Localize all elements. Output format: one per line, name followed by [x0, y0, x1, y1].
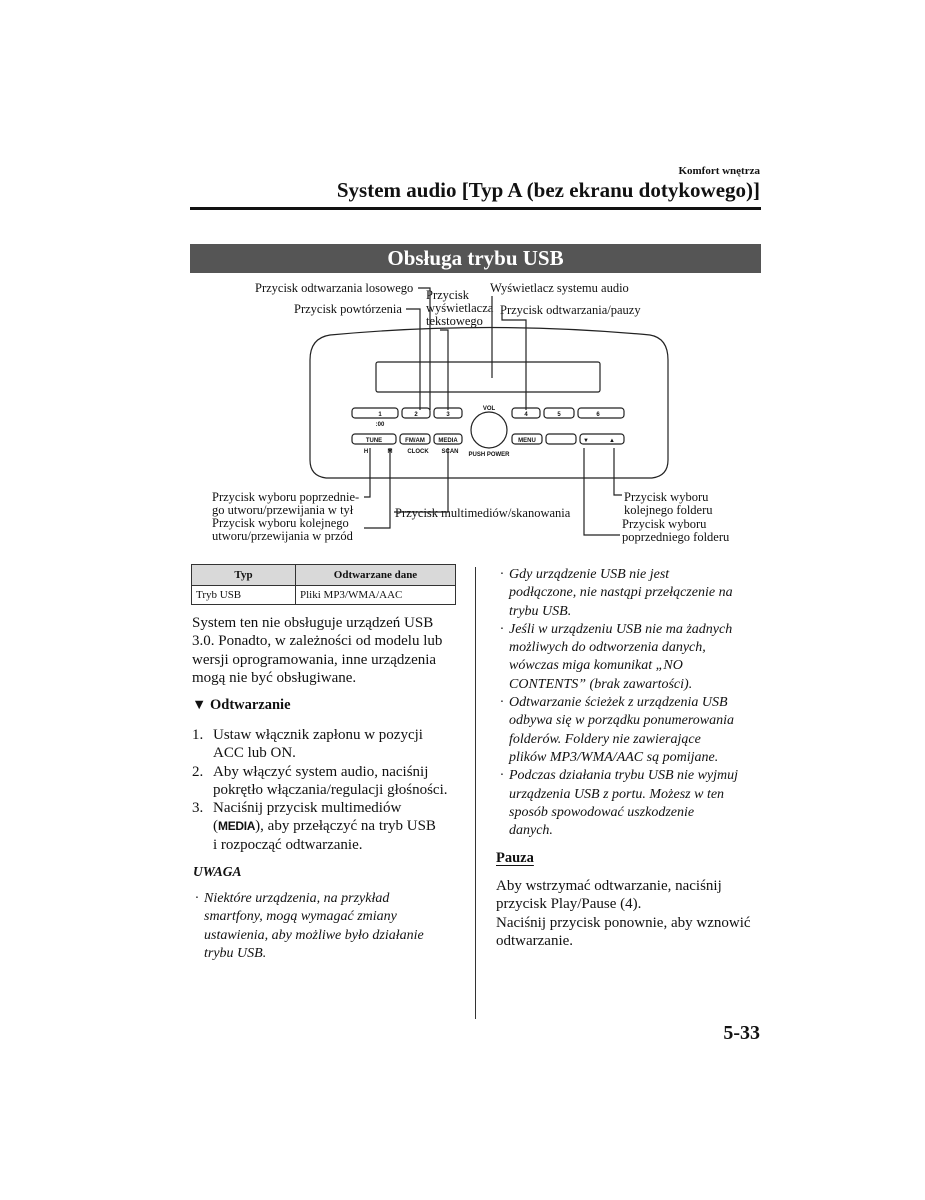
paren-open: (: [213, 818, 218, 835]
preset-button-1: [352, 408, 398, 418]
page-number: 5-33: [723, 1022, 760, 1044]
usb-mode-table: [191, 564, 456, 605]
note-heading: UWAGA: [193, 864, 242, 879]
callout-next-track-1: Przycisk wyboru kolejnego: [212, 516, 349, 530]
note-line: ustawienia, aby możliwe było działanie: [204, 927, 424, 943]
step-number: 1.: [192, 727, 204, 743]
callout-text-display-1: Przycisk: [426, 288, 470, 302]
label-m: M: [387, 449, 393, 455]
pause-heading: Pauza: [496, 850, 534, 866]
callout-next-folder-1: Przycisk wyboru: [624, 490, 709, 504]
list-item: [500, 694, 764, 767]
list-item: [500, 621, 764, 694]
label-btn6: 6: [596, 412, 600, 418]
preset-button-6: [578, 408, 624, 418]
chapter-title: System audio [Typ A (bez ekranu dotykowego)]: [336, 178, 760, 202]
leader-text-display: [440, 330, 448, 410]
note-line: smartfony, mogą wymagać zmiany: [204, 909, 397, 925]
step-line: ACC lub ON.: [213, 745, 296, 762]
label-btn4: 4: [524, 412, 528, 418]
leader-next-track: [364, 448, 390, 528]
intro-line: System ten nie obsługuje urządzeń USB: [192, 615, 434, 631]
pause-line: odtwarzanie.: [496, 932, 574, 949]
bullet-line: odbywa się w porządku ponumerowania: [509, 713, 735, 729]
callout-next-track-2: utworu/przewijania w przód: [212, 529, 353, 543]
bullet-marker: ·: [500, 768, 504, 784]
table-header-type: Typ: [192, 565, 296, 586]
note-line: trybu USB.: [204, 945, 267, 961]
step-line: Naciśnij przycisk multimediów: [213, 800, 402, 817]
folder-button-left: [546, 434, 576, 444]
step-line: pokrętło włączania/regulacji głośności.: [213, 781, 448, 798]
callout-prev-folder-1: Przycisk wyboru: [622, 517, 707, 531]
label-sub1: :00: [375, 422, 385, 428]
table-header-data: Odtwarzane dane: [296, 565, 456, 586]
step-line-rest: ), aby przełączyć na tryb USB: [255, 818, 436, 835]
bullet-line: Jeśli w urządzeniu USB nie ma żadnych: [509, 621, 733, 637]
callout-text-display-3: tekstowego: [426, 314, 483, 328]
list-item: [192, 726, 462, 763]
bullet-line: urządzenia USB z portu. Możesz w ten: [509, 786, 725, 802]
label-clock: CLOCK: [407, 449, 429, 455]
label-scan: SCAN: [441, 449, 459, 455]
label-btn5: 5: [557, 412, 561, 418]
label-media: MEDIA: [438, 438, 458, 444]
leader-prev-track: [364, 448, 370, 497]
up-arrow-icon: ▲: [609, 438, 615, 444]
intro-paragraph: [192, 614, 442, 687]
bullet-line: plików MP3/WMA/AAC są pomijane.: [509, 749, 719, 765]
label-tune: TUNE: [365, 438, 383, 444]
note-paragraph: [195, 890, 424, 963]
label-btn2: 2: [414, 412, 418, 418]
steps-list: [192, 726, 462, 854]
list-item: [192, 763, 462, 800]
callout-prev-folder-2: poprzedniego folderu: [622, 530, 730, 544]
bullet-marker: ·: [195, 891, 199, 906]
pause-line: Naciśnij przycisk ponownie, aby wznowić: [496, 914, 751, 931]
list-item: [500, 767, 764, 840]
display-window: [376, 362, 600, 392]
step-number: 2.: [192, 763, 204, 780]
callout-media-scan: Przycisk multimediów/skanowania: [395, 506, 571, 520]
leader-next-folder: [614, 448, 622, 495]
bullet-line: CONTENTS” (brak zawartości).: [509, 676, 693, 692]
bullet-marker: ·: [500, 695, 504, 711]
label-h: H: [363, 449, 369, 455]
bullet-line: danych.: [509, 823, 553, 839]
leader-repeat: [406, 309, 420, 410]
bullet-marker: ·: [500, 567, 504, 582]
callout-random-play: Przycisk odtwarzania losowego: [255, 281, 414, 295]
pause-line: przycisk Play/Pause (4).: [496, 896, 642, 913]
playback-heading: ▼ Odtwarzanie: [192, 697, 291, 713]
bullet-line: wówczas miga komunikat „NO: [509, 658, 683, 674]
section-label: Komfort wnętrza: [678, 165, 760, 177]
list-item: [500, 566, 764, 621]
intro-line: 3.0. Ponadto, w zależności od modelu lub: [192, 633, 443, 650]
callout-text-display-2: wyświetlacza: [426, 301, 494, 315]
bullet-line: sposób spowodować uszkodzenie: [509, 804, 695, 820]
bullet-line: podłączone, nie nastąpi przełączenie na: [509, 585, 733, 601]
bullet-marker: ·: [500, 621, 504, 637]
bullet-line: Odtwarzanie ścieżek z urządzenia USB: [509, 695, 728, 711]
note-line: Niektóre urządzenia, na przykład: [204, 891, 390, 906]
step-line: Ustaw włącznik zapłonu w pozycji: [213, 727, 423, 743]
pause-paragraph: [496, 877, 751, 950]
bullet-line: Gdy urządzenie USB nie jest: [509, 567, 670, 582]
bullet-line: Podczas działania trybu USB nie wyjmuj: [509, 768, 739, 784]
step-line: [213, 817, 462, 835]
audio-panel-diagram: [190, 280, 761, 550]
table-cell: Tryb USB: [192, 586, 296, 605]
label-btn1: 1: [378, 412, 382, 418]
label-menu: MENU: [518, 438, 536, 444]
label-btn3: 3: [446, 412, 450, 418]
callout-audio-display: Wyświetlacz systemu audio: [490, 281, 629, 295]
bullet-line: możliwych do odtworzenia danych,: [509, 640, 706, 656]
label-vol: VOL: [482, 406, 496, 412]
callout-prev-track-1: Przycisk wyboru poprzednie-: [212, 490, 360, 504]
leader-media-scan: [394, 448, 448, 512]
down-arrow-icon: ▼: [583, 438, 589, 444]
label-push-power: PUSH POWER: [468, 452, 510, 458]
callout-prev-track-2: go utworu/przewijania w tył: [212, 503, 354, 517]
callout-next-folder-2: kolejnego folderu: [624, 503, 713, 517]
table-cell: Pliki MP3/WMA/AAC: [296, 586, 456, 605]
column-divider: [475, 567, 476, 1019]
notes-bullets: [500, 566, 764, 840]
step-number: 3.: [192, 800, 204, 817]
step-line: i rozpocząć odtwarzanie.: [213, 836, 363, 853]
media-button-label: MEDIA: [218, 819, 256, 834]
intro-line: wersji oprogramowania, inne urządzenia: [192, 651, 437, 668]
intro-line: mogą nie być obsługiwane.: [192, 669, 357, 686]
bullet-line: trybu USB.: [509, 603, 572, 619]
volume-knob: [471, 412, 507, 448]
step-line: Aby włączyć system audio, naciśnij: [213, 763, 429, 780]
callout-repeat: Przycisk powtórzenia: [294, 302, 402, 316]
section-banner: Obsługa trybu USB: [190, 244, 761, 273]
label-fmam: FM/AM: [405, 438, 425, 444]
leader-play-pause: [502, 310, 526, 410]
pause-line: Aby wstrzymać odtwarzanie, naciśnij: [496, 878, 722, 894]
table-row: [192, 586, 456, 605]
title-rule: [190, 207, 761, 210]
list-item: [192, 799, 462, 854]
callout-play-pause: Przycisk odtwarzania/pauzy: [500, 303, 641, 317]
bullet-line: folderów. Foldery nie zawierające: [509, 731, 701, 747]
